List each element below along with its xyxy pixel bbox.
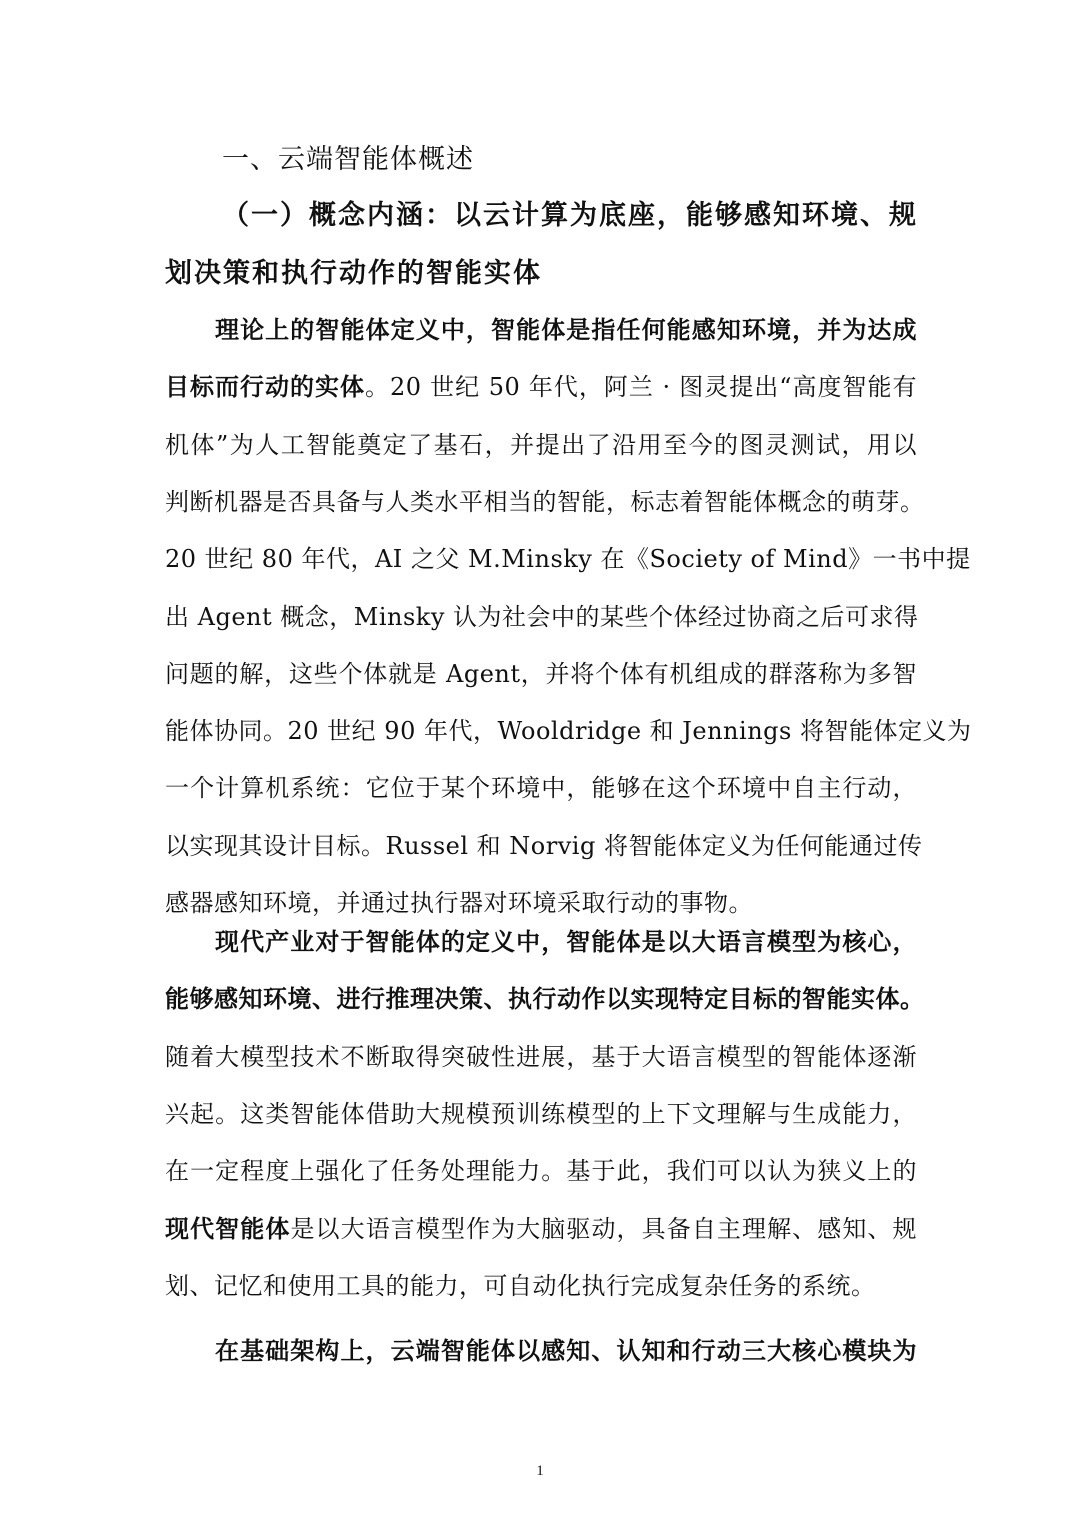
paragraph-line — [165, 1037, 917, 1077]
text-run: 兴起。这类智能体借助大规模预训练模型的上下文理解与生成能力， — [165, 1099, 917, 1128]
paragraph-line — [165, 979, 925, 1019]
paragraph-line — [165, 1209, 917, 1249]
paragraph-line — [165, 883, 917, 923]
paragraph-line — [165, 539, 971, 579]
text-run: 机体”为人工智能奠定了基石，并提出了沿用至今的图灵测试，用以 — [165, 430, 917, 459]
text-run: 。20 世纪 50 年代，阿兰 · 图灵提出“高度智能有 — [364, 373, 917, 402]
subsection-heading-line-1: （一）概念内涵：以云计算为底座，能够感知环境、规 — [222, 200, 918, 231]
paragraph-line — [215, 922, 917, 962]
paragraph-line — [215, 1331, 917, 1371]
text-run: 一个计算机系统：它位于某个环境中，能够在这个环境中自主行动， — [165, 774, 917, 803]
bold-text-run: 理论上的智能体定义中，智能体是指任何能感知环境，并为达成 — [215, 316, 917, 344]
text-run: 感器感知环境，并通过执行器对环境采取行动的事物。 — [165, 889, 753, 917]
page-number: 1 — [536, 1463, 544, 1479]
text-run: 以实现其设计目标。Russel 和 Norvig 将智能体定义为任何能通过传 — [165, 831, 923, 860]
paragraph-line — [165, 826, 923, 866]
paragraph-line — [165, 1151, 917, 1191]
paragraph-line — [165, 597, 917, 637]
bold-text-run: 在基础架构上，云端智能体以感知、认知和行动三大核心模块为 — [215, 1337, 917, 1365]
paragraph-line — [165, 425, 917, 465]
subsection-heading-line-2: 划决策和执行动作的智能实体 — [165, 258, 542, 289]
paragraph-line — [165, 654, 917, 694]
text-run: 能体协同。20 世纪 90 年代，Wooldridge 和 Jennings 将智能体定义为 — [165, 717, 972, 746]
text-run: 是以大语言模型作为大脑驱动，具备自主理解、感知、规 — [290, 1214, 918, 1243]
bold-text-run: 目标而行动的实体 — [165, 373, 365, 402]
text-run: 判断机器是否具备与人类水平相当的智能，标志着智能体概念的萌芽。 — [165, 487, 925, 516]
bold-text-run: 现代智能体 — [165, 1214, 291, 1243]
paragraph-line — [165, 482, 925, 522]
paragraph-line — [165, 1266, 917, 1306]
section-heading: 一、云端智能体概述 — [222, 144, 474, 175]
text-run: 出 Agent 概念，Minsky 认为社会中的某些个体经过协商之后可求得 — [165, 602, 919, 631]
bold-text-run: 能够感知环境、进行推理决策、执行动作以实现特定目标的智能实体。 — [165, 985, 925, 1014]
text-run: 20 世纪 80 年代，AI 之父 M.Minsky 在《Society of Mind》一书中提 — [165, 545, 971, 574]
paragraph-line — [215, 310, 917, 350]
text-run: 在一定程度上强化了任务处理能力。基于此，我们可以认为狭义上的 — [165, 1157, 917, 1186]
paragraph-line — [165, 711, 972, 751]
text-run: 划、记忆和使用工具的能力，可自动化执行完成复杂任务的系统。 — [165, 1271, 876, 1300]
paragraph-line — [165, 367, 917, 407]
paragraph-line — [165, 768, 917, 808]
text-run: 随着大模型技术不断取得突破性进展，基于大语言模型的智能体逐渐 — [165, 1042, 917, 1071]
paragraph-line — [165, 1094, 917, 1134]
bold-text-run: 现代产业对于智能体的定义中，智能体是以大语言模型为核心， — [215, 928, 917, 956]
text-run: 问题的解，这些个体就是 Agent，并将个体有机组成的群落称为多智 — [165, 659, 917, 688]
